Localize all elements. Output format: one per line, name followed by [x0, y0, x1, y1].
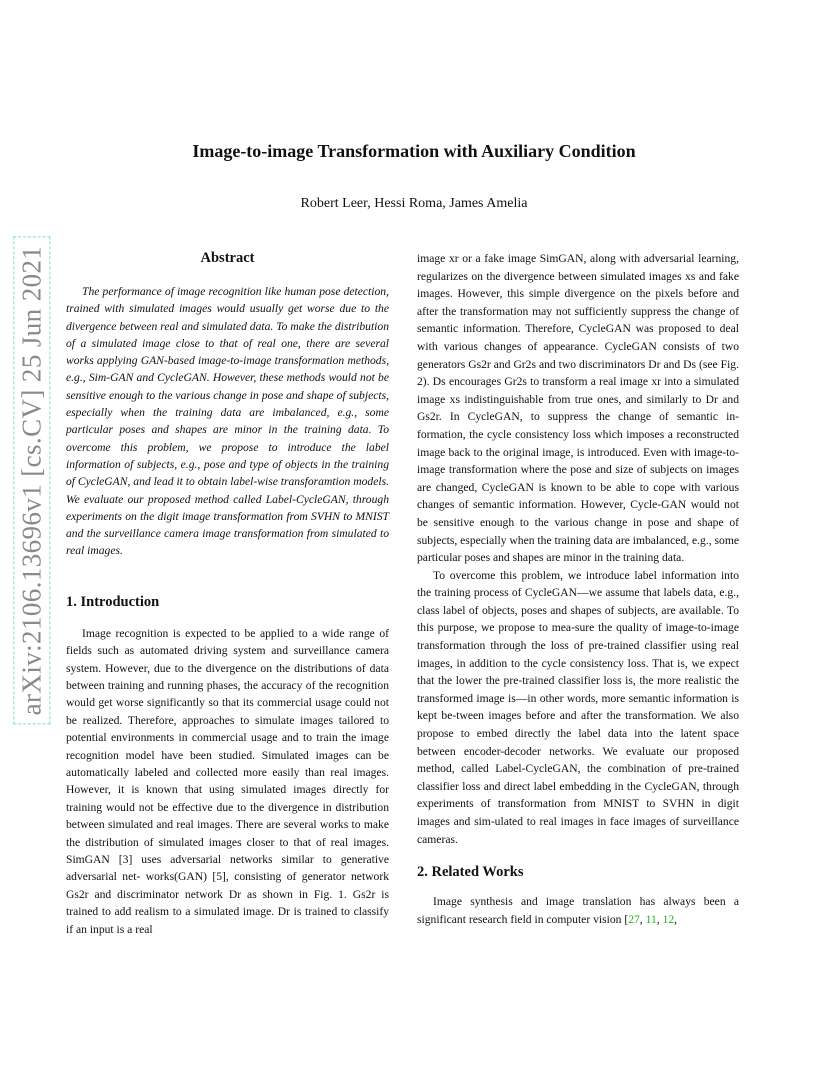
- abstract-text: The performance of image recognition like human pose detection, trained with simulated images would usually get worse due to the divergence between real and simulated data. To make the distribution of a simulated image close to that of real one, there are several works applying GAN-based image-to-image transformation methods, e.g., Sim-GAN and CycleGAN. However, these methods would not be sensitive enough to the various change in pose and shape of subjects, especially when the training data are imbalanced, e.g., some particular poses and shapes are minor in the training data. To overcome this problem, we propose to introduce the label information of subjects, e.g., pose and type of objects in the training of CycleGAN, and lead it to obtain label-wise transforamtion models. We evaluate our proposed method called Label-CycleGAN, through experiments on the digit image transformation from SVHN to MNIST and the surveillance camera image transformation from simulated to real images.: [66, 285, 389, 558]
- related-works-heading: 2. Related Works: [417, 864, 524, 881]
- left-column: [66, 250, 389, 938]
- introduction-paragraph-1: Image recognition is expected to be applied to a wide range of fields such as automated driving system and surveillance camera system. However, due to the divergence on the distributions of data between training and running phases, the accuracy of the recognition would get worse significantly so that its commercial usage could not be realized. Therefore, approaches to simulate images tailored to potential environments in commercial usage and to train the image recognition model have been studied. Simulated images can be automatically labeled and collected more easily than real images. However, it is known that using simulated images directly for training would not be effective due to the divergence in distribution between simulated and real images. There are several works to make the distribution of simulated images closer to that of real images. SimGAN [3] uses adversarial networks similar to generative adversarial net- works(GAN) [5], consisting of generator network Gs2r and discriminator network Dr as shown in Fig. 1. Gs2r is trained to add realism to a simulated image. Dr is trained to classify if an input is a real: [66, 626, 389, 936]
- related-works-paragraph: [417, 893, 739, 928]
- citation-link[interactable]: 11: [645, 912, 657, 926]
- citation-trailing-comma: ,: [674, 912, 678, 926]
- arxiv-identifier-stamp: [14, 245, 50, 715]
- arxiv-identifier-text: arXiv:2106.13696v1 [cs.CV] 25 Jun 2021: [14, 236, 51, 724]
- citation-separator: ,: [639, 912, 646, 926]
- introduction-paragraph-2: To overcome this problem, we introduce label information into the training process of CycleGAN—we assume that labels data, e.g., class label of objects, poses and shapes of subjects, are available. To this purpose, we propose to mea-sure the quality of image-to-image transformation through the loss of pre-trained classifier using real images, in addition to the cycle consistency loss. That is, we expect that the lower the pre-trained classifier loss is, the more realistic the transformed image is—in other words, more semantic information is kept be-tween images before and after the transformation. We also propose to embed directly the label data into the latent space between encoder-decoder networks. We evaluate our proposed method, called Label-CycleGAN, the combination of pre-trained classifier loss and direct label embedding in the CycleGAN, through experiments of transformation from MNIST to SVHN in digit images and sim-ulated to real images in face images of surveillance cameras.: [417, 568, 739, 846]
- citation-link[interactable]: 27: [628, 912, 640, 926]
- related-works-text: Image synthesis and image translation has always been a significant research field in computer vision [: [417, 895, 739, 926]
- paper-title: Image-to-image Transformation with Auxiliary Condition: [192, 141, 636, 161]
- abstract-heading: Abstract: [200, 250, 255, 266]
- paper-authors: Robert Leer, Hessi Roma, James Amelia: [300, 196, 528, 211]
- citation-separator: ,: [656, 912, 663, 926]
- introduction-heading: 1. Introduction: [66, 593, 160, 610]
- citation-link[interactable]: 12: [662, 912, 675, 926]
- right-column: [417, 250, 739, 928]
- introduction-paragraph-1-continued: image xr or a fake image SimGAN, along with adversarial learning, regularizes on the divergence between simulated images xs and fake images. However, this simple divergence on the pixels before and after the transformation may not sufficiently suppress the change of semantic information. Therefore, CycleGAN was proposed to deal with various changes of appearance. CycleGAN consists of two generators Gs2r and Gr2s and two discriminators Dr and Ds (see Fig. 2). Ds encourages Gr2s to transform a real image xr into a simulated image xs indistinguishable from true ones, and similarly to Dr and Gs2r. In CycleGAN, to suppress the change of semantic in-formation, the cycle consistency loss which imposes a reconstructed image back to the original image, is introduced. Even with image-to-image transformation where the pose and size of subjects on images are changed, CycleGAN is known to be able to cope with various changes of semantic information. However, Cycle-GAN would not be sensitive enough to the various change in pose and shape of subjects, especially when the training data are imbalanced, e.g., some particular poses and shapes are minor in the training data.: [417, 252, 739, 565]
